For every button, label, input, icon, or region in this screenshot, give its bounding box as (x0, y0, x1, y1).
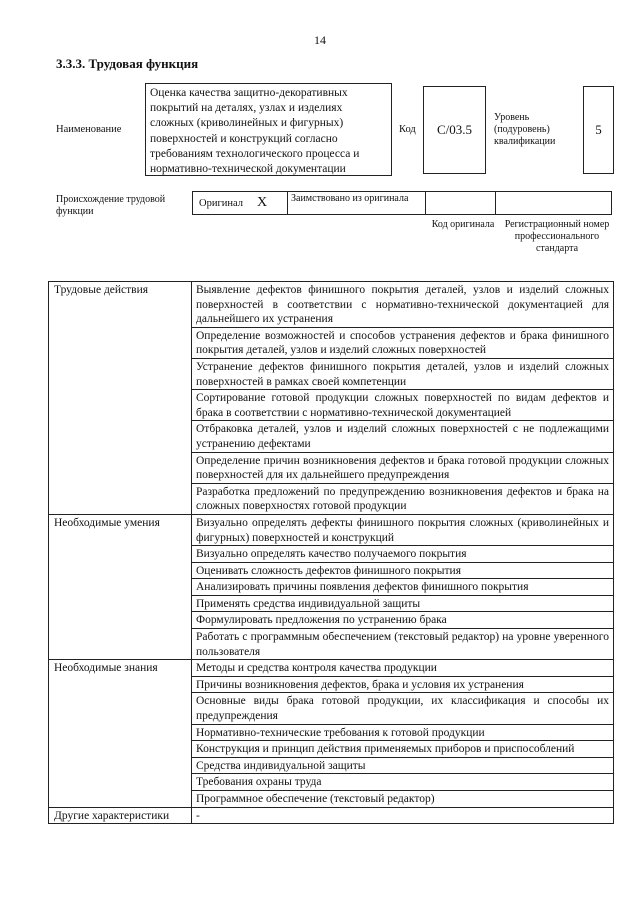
origin-label: Происхождение трудовой функции (56, 194, 166, 217)
labor-action-item: Сортирование готовой продукции сложных поверхностей по видам дефектов и брака в соответствии с нормативно-технической документацией (192, 390, 614, 421)
origin-original-cell (192, 191, 288, 215)
name-label: Наименование (56, 124, 122, 135)
knowledge-item: Средства индивидуальной защиты (192, 757, 614, 774)
skill-item: Формулировать предложения по устранению брака (192, 612, 614, 629)
original-code-caption: Код оригинала (431, 219, 495, 230)
original-code-cell (425, 191, 496, 215)
skill-item: Визуально определять качество получаемого покрытия (192, 546, 614, 563)
labor-action-item: Отбраковка деталей, узлов и изделий сложных поверхностей с не подлежащими устранению дефектами (192, 421, 614, 452)
labor-action-item: Выявление дефектов финишного покрытия деталей, узлов и изделий сложных поверхностей в соответствии с нормативно-технической документацией для дальнейшего их устранения (192, 282, 614, 328)
knowledge-item: Методы и средства контроля качества продукции (192, 660, 614, 677)
code-label: Код (399, 124, 416, 135)
knowledge-item: Программное обеспечение (текстовый редактор) (192, 791, 614, 808)
section-title: 3.3.3. Трудовая функция (56, 56, 199, 71)
knowledge-item: Причины возникновения дефектов, брака и условия их устранения (192, 676, 614, 693)
skills-label: Необходимые умения (49, 514, 192, 659)
table-row (49, 660, 614, 677)
knowledge-label: Необходимые знания (49, 660, 192, 807)
registration-number-cell (495, 191, 612, 215)
table-row (49, 514, 614, 545)
skill-item: Применять средства индивидуальной защиты (192, 595, 614, 612)
level-value-box: 5 (583, 86, 614, 174)
knowledge-item: Нормативно-технические требования к готовой продукции (192, 724, 614, 741)
original-mark: X (257, 195, 268, 210)
table-row (49, 807, 614, 824)
other-characteristics-value: - (192, 807, 614, 824)
origin-row (193, 191, 614, 215)
code-value-box: С/03.5 (423, 86, 486, 174)
borrowed-cell: Заимствовано из оригинала (287, 191, 426, 215)
knowledge-item: Конструкция и принцип действия применяемых приборов и приспособлений (192, 741, 614, 758)
labor-action-item: Разработка предложений по предупреждению возникновения дефектов и брака на сложных поверхностях готовой продукции (192, 483, 614, 514)
skill-item: Визуально определять дефекты финишного покрытия сложных (криволинейных и фигурных) поверхностей и конструкций (192, 514, 614, 545)
labor-function-table (48, 281, 614, 824)
labor-action-item: Определение причин возникновения дефектов и брака готовой продукции сложных поверхностей для их дальнейшего предупреждения (192, 452, 614, 483)
registration-number-caption: Регистрационный номер профессионального стандарта (504, 219, 610, 254)
knowledge-item: Основные виды брака готовой продукции, их классификация и способы их предупреждения (192, 693, 614, 724)
knowledge-item: Требования охраны труда (192, 774, 614, 791)
labor-actions-label: Трудовые действия (49, 282, 192, 515)
level-label: Уровень (подуровень) квалификации (494, 112, 556, 147)
original-label: Оригинал (199, 197, 243, 209)
table-row (49, 282, 614, 328)
other-characteristics-label: Другие характеристики (49, 807, 192, 824)
skill-item: Оценивать сложность дефектов финишного покрытия (192, 562, 614, 579)
skill-item: Работать с программным обеспечением (текстовый редактор) на уровне уверенного пользователя (192, 629, 614, 660)
function-name-box: Оценка качества защитно-декоративных покрытий на деталях, узлах и изделиях сложных (криволинейных и фигурных) поверхностей и конструкций согласно требованиям технологического процесса и нормативно-технической документации (145, 83, 392, 176)
labor-action-item: Определение возможностей и способов устранения дефектов и брака финишного покрытия деталей, узлов и изделий сложных поверхностей (192, 327, 614, 358)
page-number: 14 (314, 33, 326, 47)
skill-item: Анализировать причины появления дефектов финишного покрытия (192, 579, 614, 596)
labor-action-item: Устранение дефектов финишного покрытия деталей, узлов и изделий сложных поверхностей в рамках своей компетенции (192, 358, 614, 389)
